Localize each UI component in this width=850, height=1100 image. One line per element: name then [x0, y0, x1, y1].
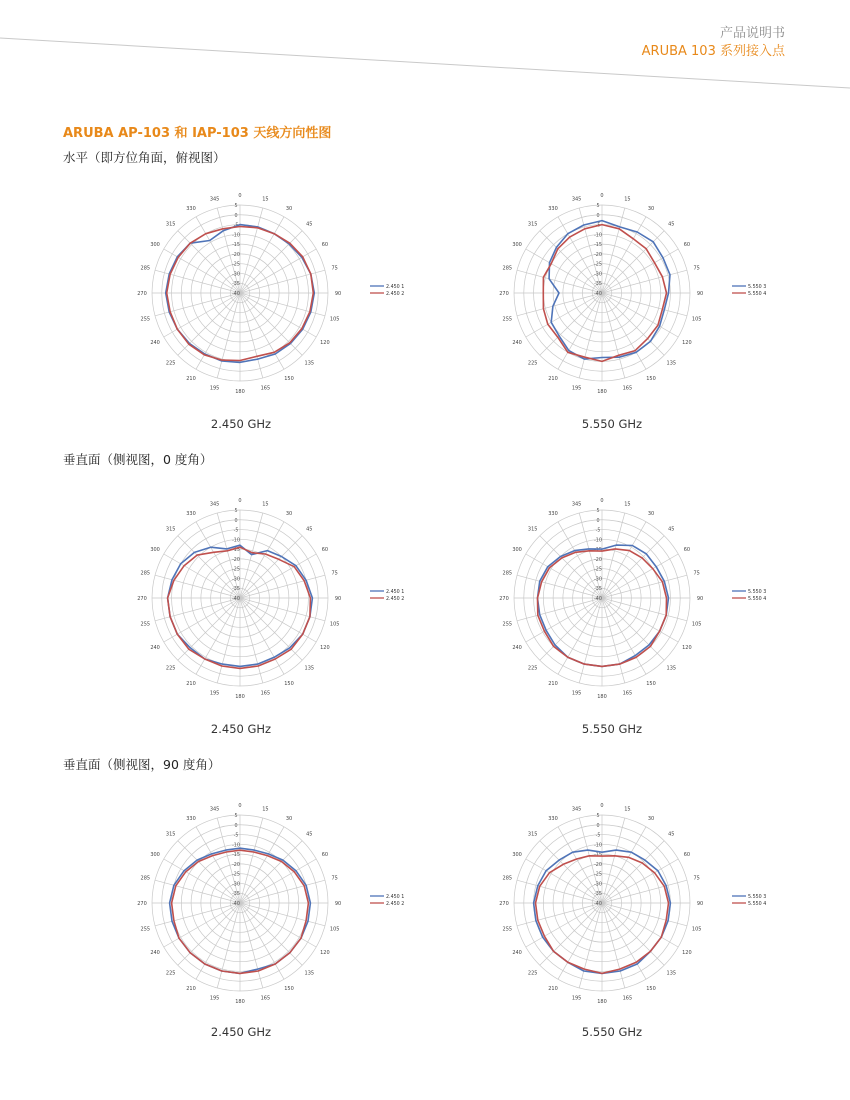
grid-spoke — [517, 575, 602, 598]
angle-tick-label: 240 — [512, 645, 522, 651]
angle-tick-label: 135 — [666, 360, 677, 367]
angle-tick-label: 180 — [597, 389, 607, 395]
angle-tick-label: 285 — [140, 875, 151, 882]
radial-tick-label: -40 — [232, 902, 240, 907]
angle-tick-label: 195 — [209, 385, 220, 392]
grid-spoke — [240, 575, 325, 598]
legend-entry: 2.450 1 — [386, 589, 405, 595]
angle-tick-label: 75 — [331, 570, 338, 577]
angle-tick-label: 150 — [646, 680, 656, 687]
angle-tick-label: 285 — [140, 570, 151, 577]
angle-tick-label: 60 — [683, 242, 691, 248]
angle-tick-label: 165 — [260, 690, 271, 697]
grid-spoke — [602, 903, 687, 926]
radial-tick-label: -30 — [594, 882, 602, 888]
angle-tick-label: 45 — [668, 221, 675, 228]
legend-entry: 5.550 4 — [748, 901, 767, 907]
angle-tick-label: 90 — [696, 291, 704, 297]
angle-tick-label: 135 — [304, 970, 315, 977]
grid-spoke — [240, 903, 325, 926]
angle-tick-label: 15 — [624, 196, 631, 203]
frequency-label: 5.550 GHz — [581, 1025, 643, 1039]
radial-tick-label: -40 — [594, 597, 602, 602]
angle-tick-label: 180 — [597, 694, 607, 700]
radial-tick-label: -15 — [594, 853, 602, 859]
radial-tick-label: -35 — [232, 282, 240, 288]
grid-spoke — [540, 293, 602, 355]
angle-tick-label: 60 — [321, 852, 329, 858]
grid-spoke — [540, 536, 602, 598]
angle-tick-label: 90 — [334, 291, 342, 297]
angle-tick-label: 330 — [548, 816, 558, 823]
angle-tick-label: 135 — [304, 360, 315, 367]
angle-tick-label: 270 — [137, 291, 147, 297]
angle-tick-label: 45 — [306, 526, 313, 533]
angle-tick-label: 60 — [683, 852, 691, 858]
grid-spoke — [178, 536, 240, 598]
angle-tick-label: 90 — [334, 596, 342, 602]
grid-spoke — [602, 208, 625, 293]
angle-tick-label: 240 — [150, 950, 160, 956]
angle-tick-label: 270 — [137, 901, 147, 907]
radial-tick-label: -40 — [594, 292, 602, 297]
radial-tick-label: -20 — [594, 252, 602, 258]
radial-tick-label: -10 — [232, 233, 240, 239]
grid-spoke — [602, 513, 625, 598]
angle-tick-label: 30 — [285, 206, 293, 213]
series-line-1 — [549, 221, 670, 360]
radial-tick-label: -40 — [232, 597, 240, 602]
legend-entry: 2.450 2 — [386, 596, 405, 602]
angle-tick-label: 345 — [209, 196, 220, 203]
angle-tick-label: 120 — [682, 645, 692, 651]
angle-tick-label: 315 — [165, 221, 176, 228]
angle-tick-label: 255 — [502, 621, 513, 628]
angle-tick-label: 75 — [693, 570, 700, 577]
grid-spoke — [517, 880, 602, 903]
radial-tick-label: 0 — [234, 823, 238, 829]
grid-spoke — [178, 293, 240, 355]
angle-tick-label: 300 — [150, 852, 160, 858]
radial-tick-label: -30 — [232, 882, 240, 888]
radial-tick-label: -35 — [594, 587, 602, 593]
document-type-label: 产品说明书 — [719, 26, 785, 41]
angle-tick-label: 15 — [624, 501, 631, 508]
grid-spoke — [579, 903, 602, 988]
angle-tick-label: 285 — [502, 875, 513, 882]
grid-spoke — [540, 903, 602, 965]
angle-tick-label: 345 — [571, 196, 582, 203]
grid-spoke — [240, 208, 263, 293]
grid-spoke — [602, 293, 625, 378]
grid-spoke — [155, 903, 240, 926]
angle-tick-label: 285 — [140, 265, 151, 272]
grid-spoke — [602, 903, 625, 988]
radial-tick-label: -35 — [594, 282, 602, 288]
angle-tick-label: 60 — [683, 547, 691, 553]
grid-spoke — [240, 880, 325, 903]
angle-tick-label: 345 — [571, 501, 582, 508]
angle-tick-label: 135 — [666, 970, 677, 977]
angle-tick-label: 165 — [260, 995, 271, 1002]
angle-tick-label: 330 — [186, 816, 196, 823]
angle-tick-label: 270 — [137, 596, 147, 602]
angle-tick-label: 330 — [186, 511, 196, 518]
radial-tick-label: 0 — [596, 823, 600, 829]
angle-tick-label: 90 — [696, 596, 704, 602]
grid-spoke — [602, 598, 664, 660]
legend-entry: 2.450 2 — [386, 291, 405, 297]
radial-tick-label: -30 — [232, 272, 240, 278]
grid-spoke — [602, 818, 625, 903]
angle-tick-label: 195 — [571, 690, 582, 697]
grid-spoke — [217, 818, 240, 903]
angle-tick-label: 30 — [647, 816, 655, 823]
radial-tick-label: -5 — [233, 833, 239, 839]
radial-tick-label: 5 — [596, 204, 600, 209]
angle-tick-label: 0 — [600, 803, 604, 809]
polar-chart-horizontal-2450 — [130, 178, 430, 410]
angle-tick-label: 0 — [600, 498, 604, 504]
radial-tick-label: -35 — [232, 587, 240, 593]
legend-entry: 2.450 1 — [386, 894, 405, 900]
radial-tick-label: -20 — [232, 252, 240, 258]
radial-tick-label: -25 — [232, 872, 240, 878]
angle-tick-label: 255 — [140, 621, 151, 628]
row-label-vertical-90: 垂直面（侧视图，90 度角） — [63, 757, 221, 772]
product-series-title: ARUBA 103 系列接入点 — [641, 44, 785, 59]
radial-tick-label: -40 — [594, 902, 602, 907]
angle-tick-label: 300 — [150, 547, 160, 553]
radial-tick-label: -10 — [232, 843, 240, 849]
polar-chart-vertical90-5550 — [492, 788, 812, 1020]
angle-tick-label: 270 — [499, 901, 509, 907]
angle-tick-label: 165 — [260, 385, 271, 392]
legend-entry: 5.550 4 — [748, 596, 767, 602]
grid-spoke — [240, 903, 263, 988]
angle-tick-label: 15 — [262, 501, 269, 508]
radial-tick-label: 5 — [234, 509, 238, 514]
radial-tick-label: -35 — [594, 892, 602, 898]
angle-tick-label: 330 — [548, 206, 558, 213]
radial-tick-label: -15 — [232, 853, 240, 859]
grid-spoke — [240, 903, 302, 965]
angle-tick-label: 75 — [693, 875, 700, 882]
angle-tick-label: 240 — [150, 645, 160, 651]
grid-spoke — [217, 208, 240, 293]
angle-tick-label: 180 — [597, 999, 607, 1005]
radial-tick-label: -10 — [594, 233, 602, 239]
angle-tick-label: 45 — [668, 526, 675, 533]
angle-tick-label: 345 — [209, 806, 220, 813]
grid-spoke — [517, 903, 602, 926]
angle-tick-label: 345 — [209, 501, 220, 508]
angle-tick-label: 210 — [186, 985, 196, 992]
radial-tick-label: -15 — [232, 243, 240, 249]
angle-tick-label: 240 — [150, 340, 160, 346]
angle-tick-label: 210 — [548, 375, 558, 382]
radial-tick-label: -10 — [232, 538, 240, 544]
frequency-label: 5.550 GHz — [581, 722, 643, 736]
angle-tick-label: 120 — [682, 340, 692, 346]
angle-tick-label: 135 — [304, 665, 315, 672]
frequency-label: 5.550 GHz — [581, 417, 643, 431]
radial-tick-label: 0 — [596, 518, 600, 524]
radial-tick-label: 5 — [234, 814, 238, 819]
grid-spoke — [240, 818, 263, 903]
angle-tick-label: 300 — [512, 852, 522, 858]
grid-spoke — [240, 598, 302, 660]
grid-spoke — [579, 513, 602, 598]
angle-tick-label: 195 — [209, 995, 220, 1002]
angle-tick-label: 105 — [691, 621, 702, 628]
radial-tick-label: 0 — [596, 213, 600, 219]
angle-tick-label: 90 — [334, 901, 342, 907]
grid-spoke — [602, 293, 664, 355]
frequency-label: 2.450 GHz — [210, 1025, 272, 1039]
angle-tick-label: 330 — [548, 511, 558, 518]
angle-tick-label: 300 — [150, 242, 160, 248]
grid-spoke — [602, 575, 687, 598]
angle-tick-label: 210 — [186, 375, 196, 382]
legend-entry: 5.550 4 — [748, 291, 767, 297]
radial-tick-label: -10 — [594, 843, 602, 849]
grid-spoke — [217, 903, 240, 988]
radial-tick-label: -35 — [232, 892, 240, 898]
radial-tick-label: 5 — [596, 814, 600, 819]
grid-spoke — [602, 293, 687, 316]
angle-tick-label: 225 — [527, 665, 538, 672]
angle-tick-label: 60 — [321, 242, 329, 248]
radial-tick-label: -30 — [594, 272, 602, 278]
polar-chart-vertical0-2450 — [130, 483, 430, 715]
grid-spoke — [217, 293, 240, 378]
angle-tick-label: 45 — [668, 831, 675, 838]
angle-tick-label: 180 — [235, 694, 245, 700]
angle-tick-label: 315 — [165, 831, 176, 838]
angle-tick-label: 120 — [320, 340, 330, 346]
angle-tick-label: 255 — [502, 926, 513, 933]
grid-spoke — [217, 513, 240, 598]
grid-spoke — [517, 598, 602, 621]
angle-tick-label: 150 — [646, 985, 656, 992]
row-label-vertical-0: 垂直面（侧视图，0 度角） — [63, 452, 213, 467]
angle-tick-label: 165 — [622, 385, 633, 392]
angle-tick-label: 30 — [647, 511, 655, 518]
angle-tick-label: 285 — [502, 265, 513, 272]
angle-tick-label: 15 — [262, 806, 269, 813]
frequency-label: 2.450 GHz — [210, 722, 272, 736]
radial-tick-label: -5 — [595, 528, 601, 534]
angle-tick-label: 195 — [571, 385, 582, 392]
radial-tick-label: -25 — [232, 262, 240, 268]
grid-spoke — [579, 293, 602, 378]
angle-tick-label: 45 — [306, 831, 313, 838]
section-title: ARUBA AP-103 和 IAP-103 天线方向性图 — [63, 126, 332, 141]
radial-tick-label: -10 — [594, 538, 602, 544]
angle-tick-label: 105 — [691, 316, 702, 323]
angle-tick-label: 30 — [647, 206, 655, 213]
radial-tick-label: -5 — [233, 528, 239, 534]
angle-tick-label: 330 — [186, 206, 196, 213]
row-label-horizontal: 水平（即方位角面，俯视图） — [63, 150, 226, 165]
angle-tick-label: 150 — [646, 375, 656, 382]
grid-spoke — [602, 880, 687, 903]
radial-tick-label: -5 — [595, 833, 601, 839]
radial-tick-label: -30 — [594, 577, 602, 583]
angle-tick-label: 315 — [165, 526, 176, 533]
angle-tick-label: 210 — [548, 985, 558, 992]
grid-spoke — [155, 880, 240, 903]
grid-spoke — [602, 598, 625, 683]
radial-tick-label: -5 — [595, 223, 601, 229]
angle-tick-label: 105 — [329, 926, 340, 933]
grid-spoke — [579, 598, 602, 683]
radial-tick-label: -5 — [233, 223, 239, 229]
angle-tick-label: 225 — [165, 970, 176, 977]
legend-entry: 2.450 2 — [386, 901, 405, 907]
angle-tick-label: 105 — [329, 621, 340, 628]
angle-tick-label: 210 — [186, 680, 196, 687]
angle-tick-label: 240 — [512, 340, 522, 346]
angle-tick-label: 15 — [262, 196, 269, 203]
grid-spoke — [579, 818, 602, 903]
angle-tick-label: 150 — [284, 375, 294, 382]
legend-entry: 5.550 3 — [748, 284, 767, 290]
angle-tick-label: 195 — [209, 690, 220, 697]
grid-spoke — [240, 598, 263, 683]
grid-spoke — [240, 293, 302, 355]
radial-tick-label: 5 — [596, 509, 600, 514]
angle-tick-label: 210 — [548, 680, 558, 687]
angle-tick-label: 255 — [140, 926, 151, 933]
radial-tick-label: -20 — [232, 862, 240, 868]
angle-tick-label: 300 — [512, 547, 522, 553]
angle-tick-label: 45 — [306, 221, 313, 228]
angle-tick-label: 75 — [331, 265, 338, 272]
angle-tick-label: 315 — [527, 221, 538, 228]
angle-tick-label: 180 — [235, 389, 245, 395]
grid-spoke — [602, 598, 687, 621]
grid-spoke — [602, 903, 664, 965]
angle-tick-label: 195 — [571, 995, 582, 1002]
angle-tick-label: 30 — [285, 511, 293, 518]
frequency-label: 2.450 GHz — [210, 417, 272, 431]
grid-spoke — [517, 293, 602, 316]
legend-entry: 5.550 3 — [748, 589, 767, 595]
radial-tick-label: -25 — [232, 567, 240, 573]
radial-tick-label: -25 — [594, 567, 602, 573]
grid-spoke — [602, 270, 687, 293]
angle-tick-label: 75 — [693, 265, 700, 272]
angle-tick-label: 0 — [238, 193, 242, 199]
angle-tick-label: 135 — [666, 665, 677, 672]
angle-tick-label: 120 — [320, 950, 330, 956]
angle-tick-label: 300 — [512, 242, 522, 248]
angle-tick-label: 285 — [502, 570, 513, 577]
radial-tick-label: 0 — [234, 213, 238, 219]
angle-tick-label: 90 — [696, 901, 704, 907]
angle-tick-label: 105 — [691, 926, 702, 933]
angle-tick-label: 0 — [238, 498, 242, 504]
grid-spoke — [540, 598, 602, 660]
grid-spoke — [240, 231, 302, 293]
radial-tick-label: -40 — [232, 292, 240, 297]
angle-tick-label: 225 — [165, 360, 176, 367]
angle-tick-label: 120 — [682, 950, 692, 956]
angle-tick-label: 60 — [321, 547, 329, 553]
grid-spoke — [178, 598, 240, 660]
radial-tick-label: -20 — [594, 862, 602, 868]
angle-tick-label: 255 — [140, 316, 151, 323]
angle-tick-label: 120 — [320, 645, 330, 651]
angle-tick-label: 225 — [527, 970, 538, 977]
radial-tick-label: -15 — [594, 243, 602, 249]
angle-tick-label: 180 — [235, 999, 245, 1005]
legend-entry: 2.450 1 — [386, 284, 405, 290]
radial-tick-label: -25 — [594, 872, 602, 878]
angle-tick-label: 270 — [499, 596, 509, 602]
angle-tick-label: 345 — [571, 806, 582, 813]
angle-tick-label: 150 — [284, 680, 294, 687]
angle-tick-label: 255 — [502, 316, 513, 323]
angle-tick-label: 315 — [527, 831, 538, 838]
polar-chart-vertical0-5550 — [492, 483, 812, 715]
radial-tick-label: -20 — [594, 557, 602, 563]
radial-tick-label: -15 — [232, 548, 240, 554]
legend-entry: 5.550 3 — [748, 894, 767, 900]
radial-tick-label: -20 — [232, 557, 240, 563]
angle-tick-label: 225 — [165, 665, 176, 672]
angle-tick-label: 105 — [329, 316, 340, 323]
grid-spoke — [178, 903, 240, 965]
angle-tick-label: 315 — [527, 526, 538, 533]
grid-spoke — [217, 598, 240, 683]
radial-tick-label: -15 — [594, 548, 602, 554]
grid-spoke — [240, 293, 263, 378]
angle-tick-label: 15 — [624, 806, 631, 813]
angle-tick-label: 165 — [622, 690, 633, 697]
angle-tick-label: 75 — [331, 875, 338, 882]
grid-spoke — [517, 270, 602, 293]
radial-tick-label: 0 — [234, 518, 238, 524]
angle-tick-label: 225 — [527, 360, 538, 367]
radial-tick-label: 5 — [234, 204, 238, 209]
radial-tick-label: -30 — [232, 577, 240, 583]
radial-tick-label: -25 — [594, 262, 602, 268]
angle-tick-label: 30 — [285, 816, 293, 823]
angle-tick-label: 0 — [238, 803, 242, 809]
grid-spoke — [240, 513, 263, 598]
angle-tick-label: 0 — [600, 193, 604, 199]
polar-chart-horizontal-5550 — [492, 178, 812, 410]
angle-tick-label: 240 — [512, 950, 522, 956]
polar-chart-vertical90-2450 — [130, 788, 430, 1020]
angle-tick-label: 165 — [622, 995, 633, 1002]
angle-tick-label: 270 — [499, 291, 509, 297]
angle-tick-label: 150 — [284, 985, 294, 992]
